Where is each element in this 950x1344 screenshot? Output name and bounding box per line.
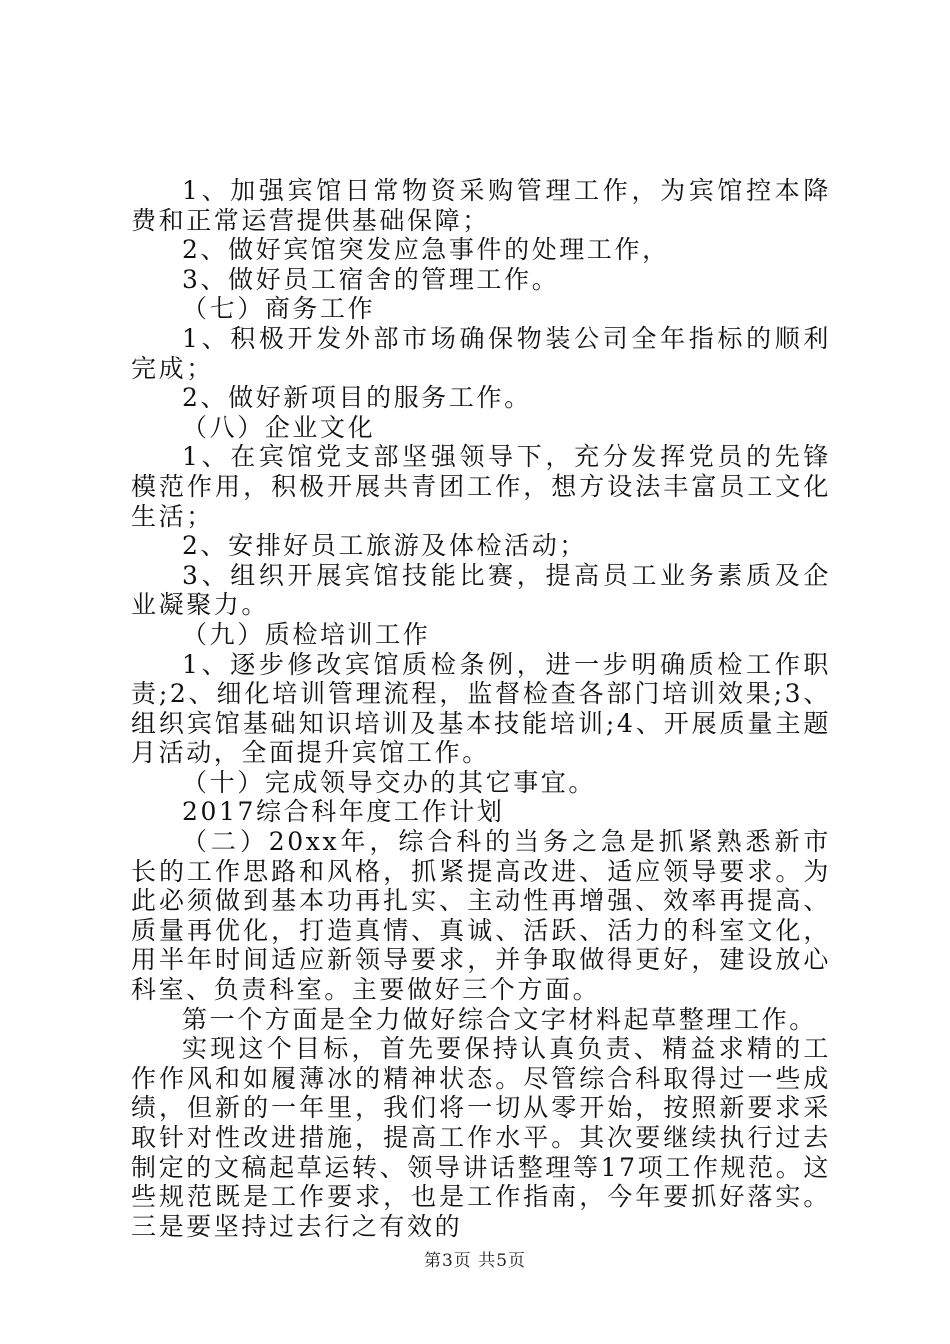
document-title: 2017综合科年度工作计划 bbox=[182, 797, 505, 827]
paragraph: 2、做好宾馆突发应急事件的处理工作， bbox=[182, 235, 670, 265]
section-heading: （七）商务工作 bbox=[182, 294, 376, 324]
paragraph: 1、积极开发外部市场确保物装公司全年指标的顺利完成； bbox=[131, 323, 831, 383]
paragraph: 第一个方面是全力做好综合文字材料起草整理工作。 bbox=[182, 1004, 817, 1034]
document-body bbox=[131, 176, 831, 1241]
paragraph: 1、在宾馆党支部坚强领导下，充分发挥党员的先锋模范作用，积极开展共青团工作，想方设法丰富员工文化生活； bbox=[131, 442, 831, 531]
page-number-footer: 第3页 共5页 bbox=[423, 1251, 527, 1271]
paragraph: 1、加强宾馆日常物资采购管理工作，为宾馆控本降费和正常运营提供基础保障； bbox=[131, 176, 831, 235]
paragraph: 实现这个目标，首先要保持认真负责、精益求精的工作作风和如履薄冰的精神状态。尽管综合科取得过一些成绩，但新的一年里，我们将一切从零开始，按照新要求采取针对性改进措施，提高工作水平。其次要继续执行过去制定的文稿起草运转、领导讲话整理等17项工作规范。这些规范既是工作要求，也是工作指南，今年要抓好落实。三是要坚持过去行之有效的 bbox=[131, 1034, 831, 1241]
paragraph: 2、做好新项目的服务工作。 bbox=[182, 383, 532, 413]
paragraph: （二）20xx年，综合科的当务之急是抓紧熟悉新市长的工作思路和风格，抓紧提高改进、适应领导要求。为此必须做到基本功再扎实、主动性再增强、效率再提高、质量再优化，打造真情、真诚、活跃、活力的科室文化，用半年时间适应新领导要求，并争取做得更好，建设放心科室、负责科室。主要做好三个方面。 bbox=[131, 827, 831, 1005]
paragraph: 2、安排好员工旅游及体检活动； bbox=[182, 531, 587, 561]
paragraph: 3、做好员工宿舍的管理工作。 bbox=[182, 264, 560, 294]
section-heading: （十）完成领导交办的其它事宜。 bbox=[182, 767, 597, 797]
section-heading: （八）企业文化 bbox=[182, 412, 376, 442]
paragraph: 3、组织开展宾馆技能比赛，提高员工业务素质及企业凝聚力。 bbox=[131, 560, 831, 620]
section-heading: （九）质检培训工作 bbox=[182, 619, 431, 649]
paragraph: 1、逐步修改宾馆质检条例，进一步明确质检工作职责;2、细化培训管理流程，监督检查各部门培训效果;3、组织宾馆基础知识培训及基本技能培训;4、开展质量主题月活动，全面提升宾馆工作。 bbox=[131, 649, 831, 768]
